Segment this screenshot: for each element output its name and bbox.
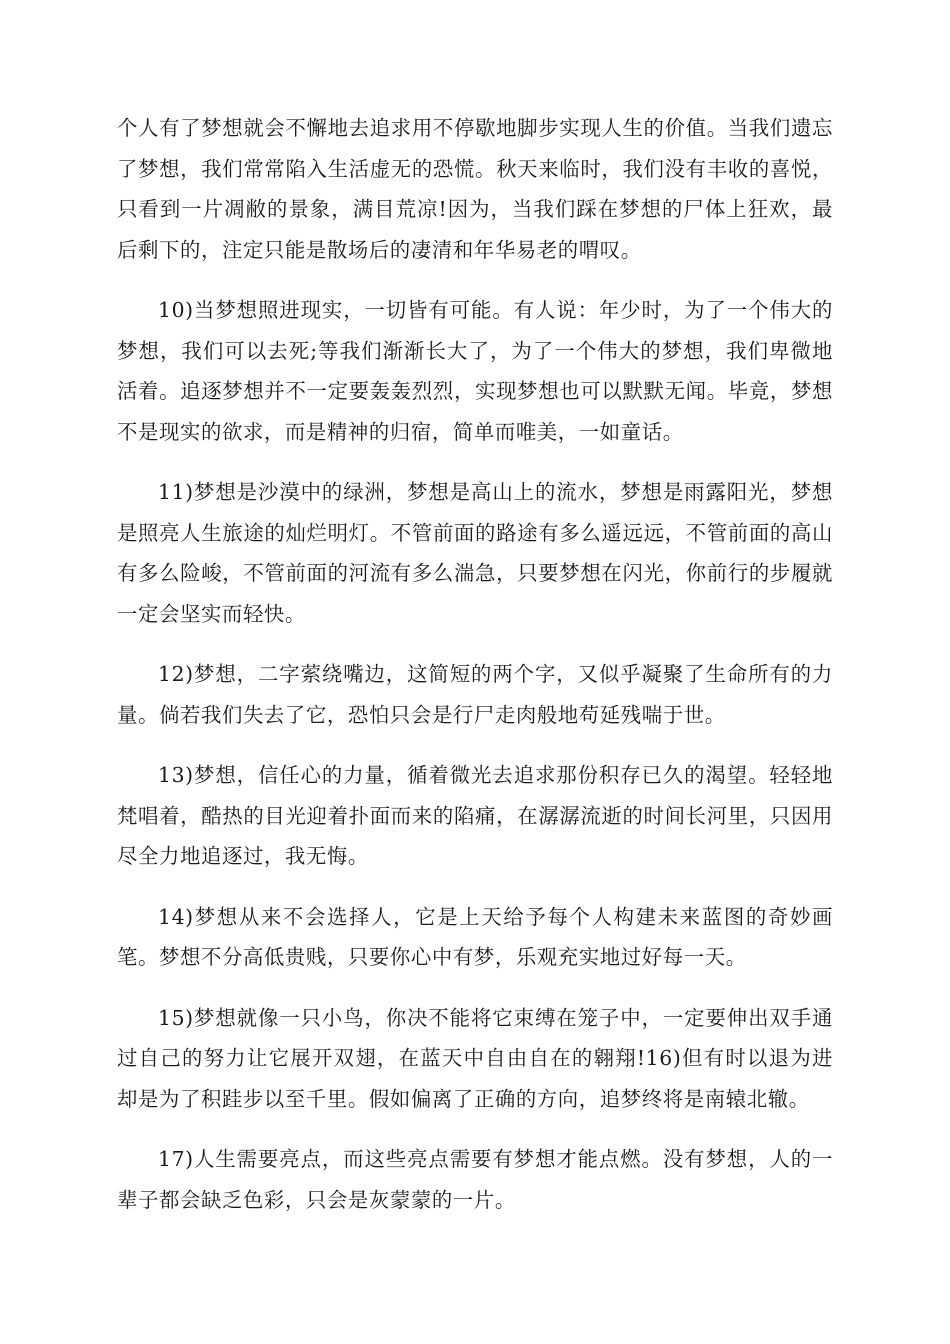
paragraph-13: 13)梦想，信任心的力量，循着微光去追求那份积存已久的渴望。轻轻地梵唱着，酷热的目光迎着扑面而来的陷痛，在潺潺流逝的时间长河里，只因用尽全力地追逐过，我无悔。 xyxy=(117,763,833,868)
paragraph-14: 14)梦想从来不会选择人，它是上天给予每个人构建未来蓝图的奇妙画笔。梦想不分高低贵贱，只要你心中有梦，乐观充实地过好每一天。 xyxy=(117,904,833,969)
paragraph-12: 12)梦想，二字萦绕嘴边，这简短的两个字，又似乎凝聚了生命所有的力量。倘若我们失去了它，恐怕只会是行尸走肉般地苟延残喘于世。 xyxy=(117,662,833,727)
paragraph-10: 10)当梦想照进现实，一切皆有可能。有人说：年少时，为了一个伟大的梦想，我们可以去死;等我们渐渐长大了，为了一个伟大的梦想，我们卑微地活着。追逐梦想并不一定要轰轰烈烈，实现梦想也可以默默无闻。毕竟，梦想不是现实的欲求，而是精神的归宿，简单而唯美，一如童话。 xyxy=(117,298,833,444)
paragraph-15-16: 15)梦想就像一只小鸟，你决不能将它束缚在笼子中，一定要伸出双手通过自己的努力让它展开双翅，在蓝天中自由自在的翱翔!16)但有时以退为进却是为了积跬步以至千里。假如偏离了正确的方向，追梦终将是南辕北辙。 xyxy=(117,1005,833,1111)
paragraph-17: 17)人生需要亮点，而这些亮点需要有梦想才能点燃。没有梦想，人的一辈子都会缺乏色彩，只会是灰蒙蒙的一片。 xyxy=(117,1147,833,1212)
paragraph-11: 11)梦想是沙漠中的绿洲，梦想是高山上的流水，梦想是雨露阳光，梦想是照亮人生旅途的灿烂明灯。不管前面的路途有多么遥远远，不管前面的高山有多么险峻，不管前面的河流有多么湍急，只要梦想在闪光，你前行的步履就一定会坚实而轻快。 xyxy=(117,480,833,626)
document-body xyxy=(117,108,833,1240)
paragraph-1: 个人有了梦想就会不懈地去追求用不停歇地脚步实现人生的价值。当我们遗忘了梦想，我们常常陷入生活虚无的恐慌。秋天来临时，我们没有丰收的喜悦，只看到一片凋敝的景象，满目荒凉!因为，当我们踩在梦想的尸体上狂欢，最后剩下的，注定只能是散场后的凄清和年华易老的喟叹。 xyxy=(117,116,833,262)
